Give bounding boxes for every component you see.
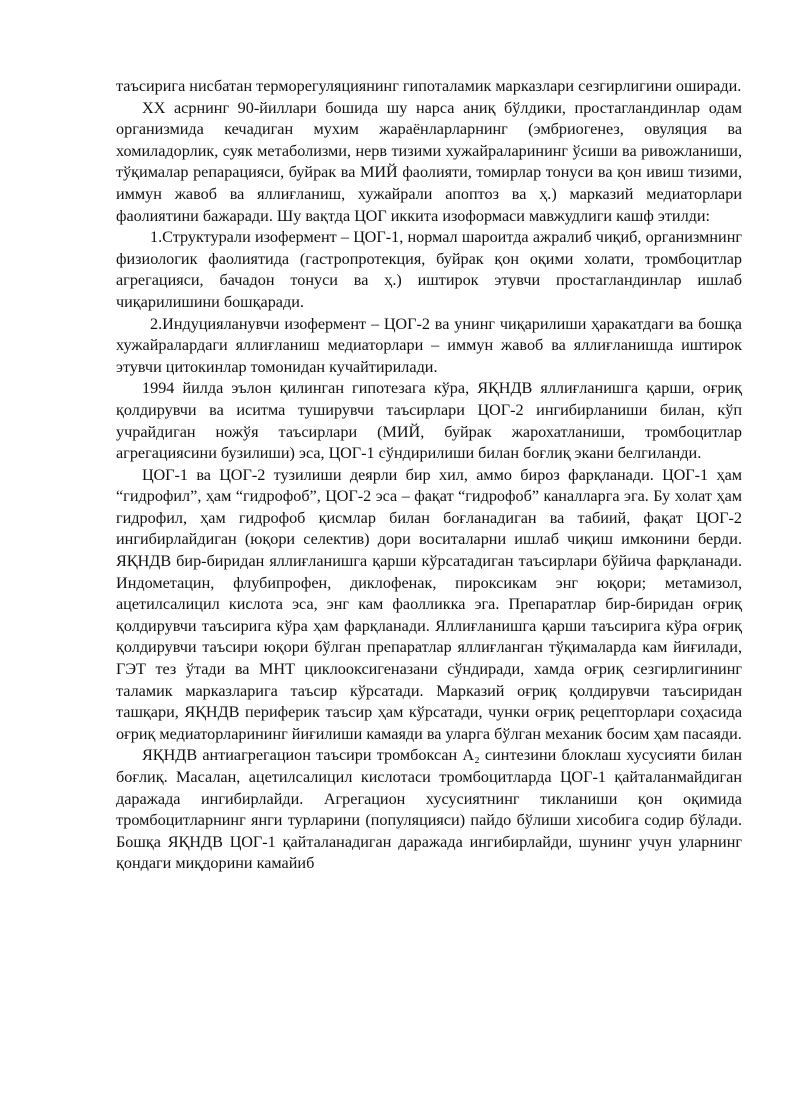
list-item-cox2: 2.Индуцияланувчи изофермент – ЦОГ-2 ва унинг чиқарилиши ҳаракатдаги ва бошқа хужайралардаги яллиғланиш медиаторлари – иммун жавоб ва яллиғланишда иштирок этувчи цитокинлар томонидан кучайтирилади. — [116, 314, 742, 376]
paragraph-hypothesis-1994: 1994 йилда эълон қилинган гипотезага кўра, ЯҚНДВ яллиғланишга қарши, оғриқ қолдирувчи ва иситма туширувчи таъсирлари ЦОГ-2 ингибирланиши билан, кўп учрайдиган ножўя таъсирлари (МИЙ, буйрак жарохатланиши, тромбоцитлар агрегациясини бузилиши) эса, ЦОГ-1 сўндирилиши билан боғлиқ экани белгиланди. — [116, 379, 742, 463]
list-item-cox1: 1.Структурали изофермент – ЦОГ-1, нормал шароитда ажралиб чиқиб, организмнинг физиологик фаолиятида (гастропротекция, буйрак қон оқими холати, тромбоцитлар агрегацияси, бачадон тонуси ва ҳ.) иштирок этувчи простагландинлар ишлаб чиқарилишини бошқаради. — [116, 228, 742, 311]
paragraph-cox-structure: ЦОГ-1 ва ЦОГ-2 тузилиши деярли бир хил, аммо бироз фарқланади. ЦОГ-1 ҳам “гидрофил”, ҳам “гидрофоб”, ЦОГ-2 эса – фақат “гидрофоб” каналларга эга. Бу холат ҳам гидрофил, ҳам гидрофоб қисмлар билан боғланадиган ва табиий, фақат ЦОГ-2 ингибирлайдиган (юқори селектив) дори воситаларни ишлаб чиқиш имконини берди. ЯҚНДВ бир-биридан яллиғланишга қарши кўрсатадиган таъсирлари бўйича фарқланади. Индометацин, флубипрофен, диклофенак, пироксикам энг юқори; метамизол, ацетилсалицил кислота эса, энг кам фаолликка эга. Препаратлар бир-биридан оғриқ қолдирувчи таъсирига кўра ҳам фарқланади. Яллиғланишга қарши таъсирига кўра оғриқ қолдирувчи таъсири юқори бўлган препаратлар яллиғланган тўқималарда кам йиғилади, ГЭТ тез ўтади ва МНТ циклооксигеназани сўндиради, хамда оғриқ сезгирлигининг таламик марказларига таъсир кўрсатади. Марказий оғриқ қолдирувчи таъсиридан ташқари, ЯҚНДВ периферик таъсир ҳам кўрсатади, чунки оғриқ рецепторлари соҳасида оғриқ медиаторларининг йиғилиши камаяди ва уларга бўлган механик босим ҳам пасаяди. — [116, 465, 742, 743]
paragraph-continuation: таъсирига нисбатан терморегуляциянинг гипоталамик марказлари сезгирлигини оширади. — [116, 77, 742, 95]
paragraph-cox-discovery: ХХ асрнинг 90-йиллари бошида шу нарса аниқ бўлдики, простагландинлар одам организмида кечадиган мухим жараёнларларнинг (эмбриогенез, овуляция ва хомиладорлик, суяк метаболизми, нерв тизими хужайраларининг ўсиши ва ривожланиши, тўқималар репарацияси, буйрак ва МИЙ фаолияти, томирлар тонуси ва қон ивиш тизими, иммун жавоб ва яллиғланиш, хужайрали апоптоз ва ҳ.) марказий медиаторлари фаолиятини бажаради. Шу вақтда ЦОГ иккита изоформаси мавжудлиги кашф этилди: — [116, 98, 742, 225]
paragraph-antiaggregation: ЯҚНДВ антиагрегацион таъсири тромбоксан А₂ синтезини блоклаш хусусияти билан боғлиқ. Масалан, ацетилсалицил кислотаси тромбоцитларда ЦОГ-1 қайталанмайдиган даражада ингибирлайди. Агрегацион хусусиятнинг тикланиши қон оқимида тромбоцитларнинг янги турларини (популяцияси) пайдо бўлиши хисобига содир бўлади. Бошқа ЯҚНДВ ЦОГ-1 қайталанадиган даражада ингибирлайди, шунинг учун уларнинг қондаги миқдорини камайиб — [116, 746, 742, 873]
document-page — [116, 76, 742, 875]
